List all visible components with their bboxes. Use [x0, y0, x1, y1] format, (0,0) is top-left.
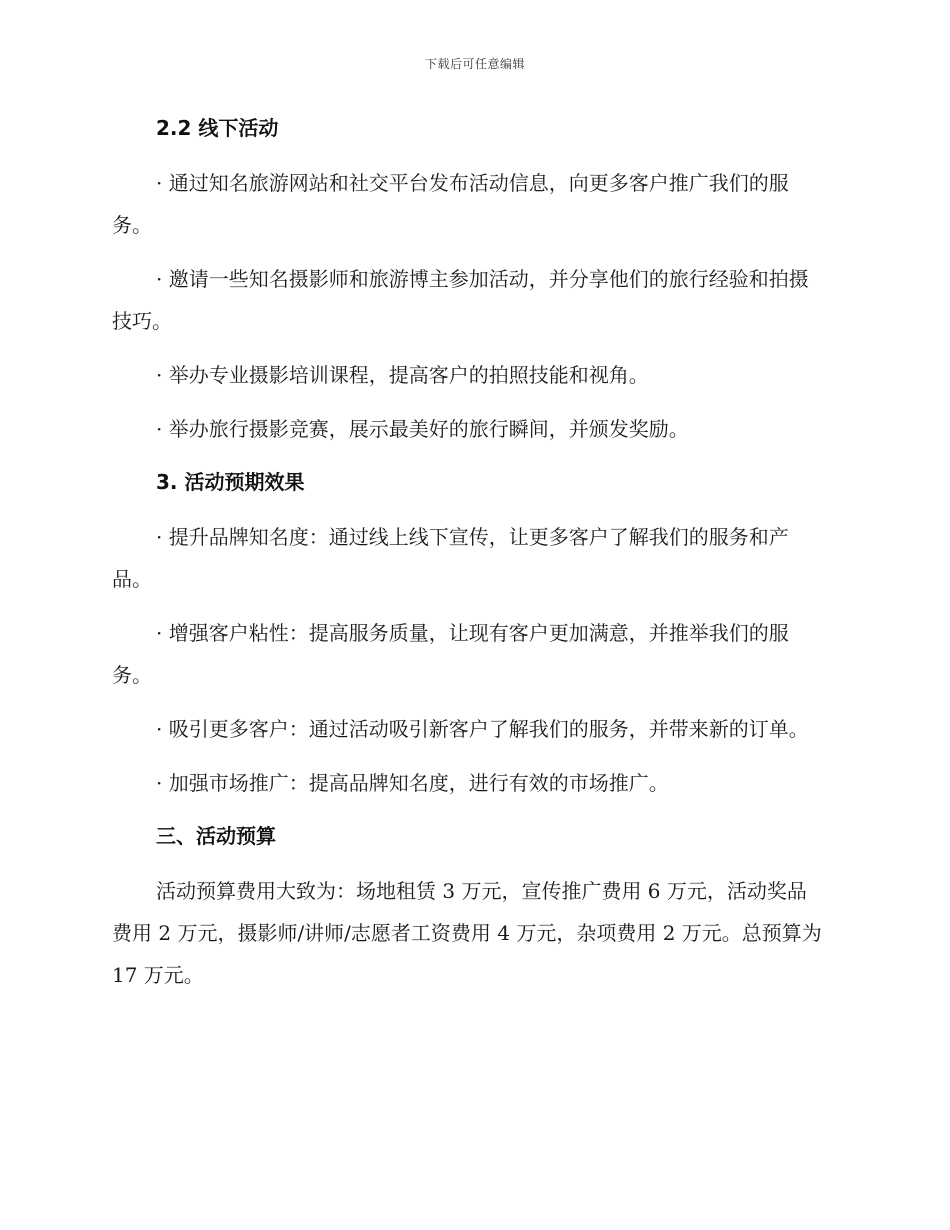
bullet-paragraph: · 吸引更多客户：通过活动吸引新客户了解我们的服务，并带来新的订单。: [156, 717, 809, 741]
section-heading-expected-effects: 3. 活动预期效果: [156, 470, 305, 494]
document-body: [112, 108, 824, 996]
bullet-paragraph: · 举办专业摄影培训课程，提高客户的拍照技能和视角。: [156, 363, 649, 387]
bullet-paragraph: · 加强市场推广：提高品牌知名度，进行有效的市场推广。: [156, 771, 669, 795]
bullet-paragraph: · 邀请一些知名摄影师和旅游博主参加活动，并分享他们的旅行经验和拍摄技巧。: [112, 267, 809, 333]
bullet-paragraph: · 提升品牌知名度：通过线上线下宣传，让更多客户了解我们的服务和产品。: [112, 525, 789, 591]
page-header-note: 下载后可任意编辑: [424, 57, 525, 71]
bullet-paragraph: · 增强客户粘性：提高服务质量，让现有客户更加满意，并推举我们的服务。: [112, 621, 789, 687]
section-heading-budget: 三、活动预算: [156, 824, 276, 848]
bullet-paragraph: · 通过知名旅游网站和社交平台发布活动信息，向更多客户推广我们的服务。: [112, 171, 789, 237]
budget-paragraph: 活动预算费用大致为：场地租赁 3 万元，宣传推广费用 6 万元，活动奖品费用 2 万元，摄影师/讲师/志愿者工资费用 4 万元，杂项费用 2 万元。总预算为 17 万元。: [112, 879, 822, 987]
bullet-paragraph: · 举办旅行摄影竞赛，展示最美好的旅行瞬间，并颁发奖励。: [156, 417, 689, 441]
section-heading-offline-activities: 2.2 线下活动: [156, 116, 279, 140]
